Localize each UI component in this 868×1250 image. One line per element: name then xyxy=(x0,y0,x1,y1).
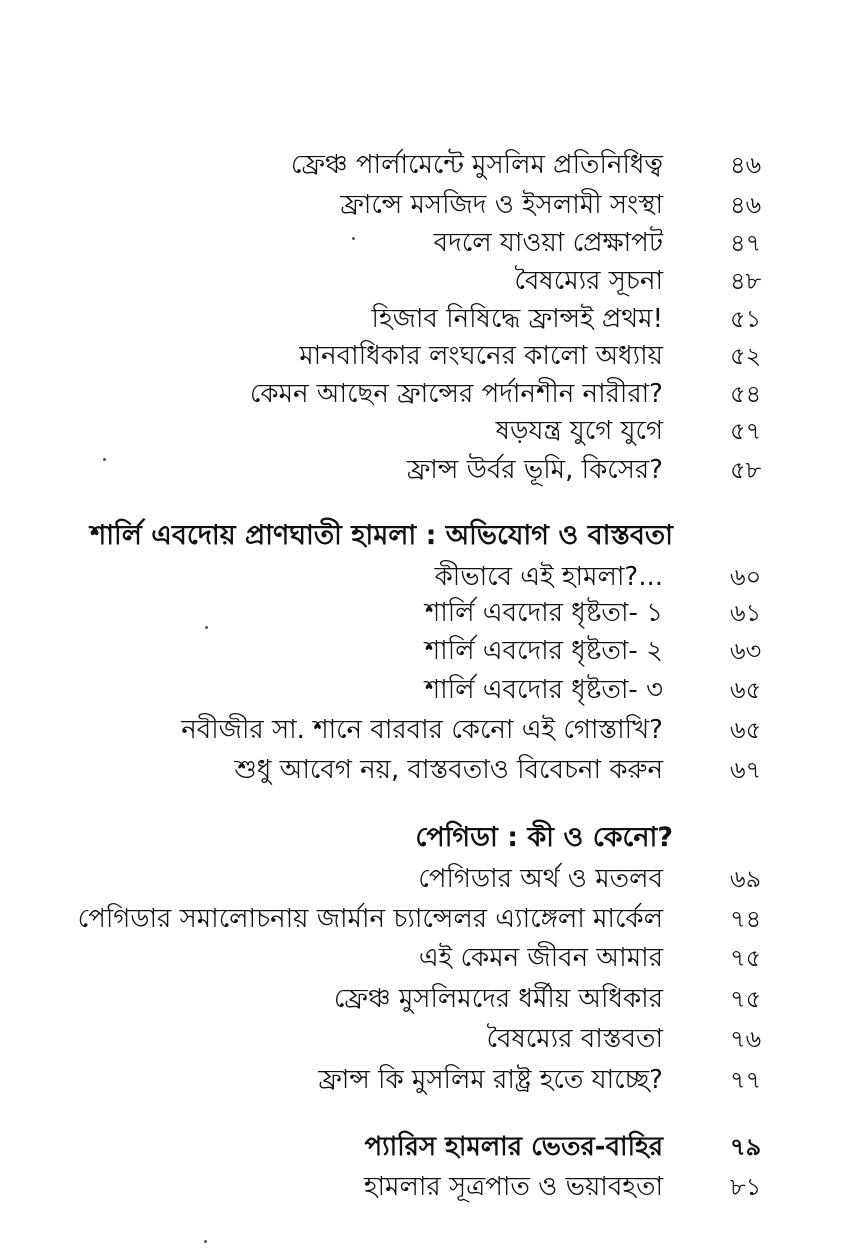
toc-entry-page: ৭৭ xyxy=(730,1066,762,1094)
toc-entry-page: ৬৭ xyxy=(730,756,762,784)
toc-entry-page: ৬১ xyxy=(730,599,762,627)
toc-entry-title: হামলার সূত্রপাত ও ভয়াবহতা xyxy=(363,1172,663,1202)
toc-entry-title: ফ্রান্স উর্বর ভূমি, কিসের? xyxy=(406,455,663,485)
toc-entry-title: বৈষম্যের সূচনা xyxy=(514,266,663,296)
toc-entry xyxy=(0,148,868,182)
toc-entry xyxy=(0,339,868,373)
toc-entry xyxy=(0,1170,868,1204)
toc-entry-title: বদলে যাওয়া প্রেক্ষাপট xyxy=(433,228,663,258)
section-heading: শার্লি এবদোয় প্রাণঘাতী হামলা : অভিযোগ ও বাস্তবতা xyxy=(90,520,673,551)
toc-entry xyxy=(0,377,868,411)
toc-entry-title: ফ্রেঞ্চ পার্লামেন্টে মুসলিম প্রতিনিধিত্ব xyxy=(290,150,663,180)
toc-entry-title: বৈষম্যের বাস্তবতা xyxy=(486,1024,663,1054)
toc-entry-title: এই কেমন জীবন আমার xyxy=(418,943,663,973)
toc-entry-title: হিজাব নিষিদ্ধে ফ্রান্সই প্রথম! xyxy=(371,304,663,334)
toc-entry-page: ৫৭ xyxy=(730,417,762,445)
toc-entry xyxy=(0,453,868,487)
toc-entry xyxy=(0,713,868,747)
toc-entry-title: পেগিডার সমালোচনায় জার্মান চ্যান্সেলর এ্যাঙ্গেলা মার্কেল xyxy=(77,904,663,934)
toc-entry-title: প্যারিস হামলার ভেতর-বাহির xyxy=(364,1132,663,1162)
toc-entry-title: শার্লি এবদোর ধৃষ্টতা- ২ xyxy=(424,636,663,666)
toc-entry-page: ৬৫ xyxy=(730,676,762,704)
toc-entry xyxy=(0,226,868,260)
toc-entry-page: ৮১ xyxy=(730,1173,762,1201)
scan-speck xyxy=(204,1240,207,1243)
toc-entry-page: ৫৮ xyxy=(730,456,762,484)
toc-entry-page: ৫২ xyxy=(730,342,762,370)
toc-entry-title: ফ্রান্সে মসজিদ ও ইসলামী সংস্থা xyxy=(340,190,663,220)
toc-entry xyxy=(0,1130,868,1164)
toc-entry-title: কীভাবে এই হামলা?... xyxy=(434,562,663,592)
toc-entry xyxy=(0,414,868,448)
toc-entry-title: ফ্রান্স কি মুসলিম রাষ্ট্র হতে যাচ্ছে? xyxy=(318,1065,663,1095)
toc-entry-title: নবীজীর সা. শানে বারবার কেনো এই গোস্তাখি? xyxy=(181,715,663,745)
toc-entry-page: ৬৫ xyxy=(730,716,762,744)
toc-entry-page: ৭৫ xyxy=(730,944,762,972)
toc-entry-page: ৫৪ xyxy=(730,380,762,408)
toc-entry xyxy=(0,188,868,222)
toc-entry-page: ৭৬ xyxy=(730,1025,762,1053)
toc-entry xyxy=(0,1063,868,1097)
toc-entry-page: ৬০ xyxy=(730,563,762,591)
toc-entry xyxy=(0,596,868,630)
toc-entry-page: ৫১ xyxy=(730,305,762,333)
toc-entry xyxy=(0,264,868,298)
toc-entry-page: ৪৭ xyxy=(730,229,762,257)
toc-entry-page: ৪৬ xyxy=(730,151,762,179)
toc-entry xyxy=(0,982,868,1016)
toc-entry-page: ৭৯ xyxy=(730,1133,762,1161)
toc-entry-title: শার্লি এবদোর ধৃষ্টতা- ১ xyxy=(424,598,663,628)
toc-entry xyxy=(0,302,868,336)
toc-entry-title: ফ্রেঞ্চ মুসলিমদের ধর্মীয় অধিকার xyxy=(333,984,663,1014)
toc-entry xyxy=(0,862,868,896)
scan-speck xyxy=(352,237,355,240)
section-heading: পেগিডা : কী ও কেনো? xyxy=(415,822,673,853)
toc-entry xyxy=(0,1022,868,1056)
toc-entry-page: ৭৫ xyxy=(730,985,762,1013)
toc-entry-page: ৪৬ xyxy=(730,191,762,219)
toc-entry-title: শুধু আবেগ নয়, বাস্তবতাও বিবেচনা করুন xyxy=(234,755,663,785)
toc-entry-title: মানবাধিকার লংঘনের কালো অধ্যায় xyxy=(299,341,663,371)
toc-entry xyxy=(0,902,868,936)
toc-entry-title: পেগিডার অর্থ ও মতলব xyxy=(418,864,663,894)
toc-entry-page: ৬৯ xyxy=(730,865,762,893)
toc-entry xyxy=(0,941,868,975)
toc-entry xyxy=(0,753,868,787)
toc-entry xyxy=(0,634,868,668)
toc-entry xyxy=(0,560,868,594)
toc-entry-title: কেমন আছেন ফ্রান্সের পর্দানশীন নারীরা? xyxy=(249,379,663,409)
toc-entry-title: ষড়যন্ত্র যুগে যুগে xyxy=(495,416,663,446)
toc-entry xyxy=(0,673,868,707)
scan-speck xyxy=(205,626,208,629)
toc-entry-page: ৭৪ xyxy=(730,905,762,933)
toc-entry-page: ৪৮ xyxy=(730,267,762,295)
scan-speck xyxy=(103,458,106,461)
toc-entry-page: ৬৩ xyxy=(730,637,762,665)
toc-entry-title: শার্লি এবদোর ধৃষ্টতা- ৩ xyxy=(424,675,663,705)
